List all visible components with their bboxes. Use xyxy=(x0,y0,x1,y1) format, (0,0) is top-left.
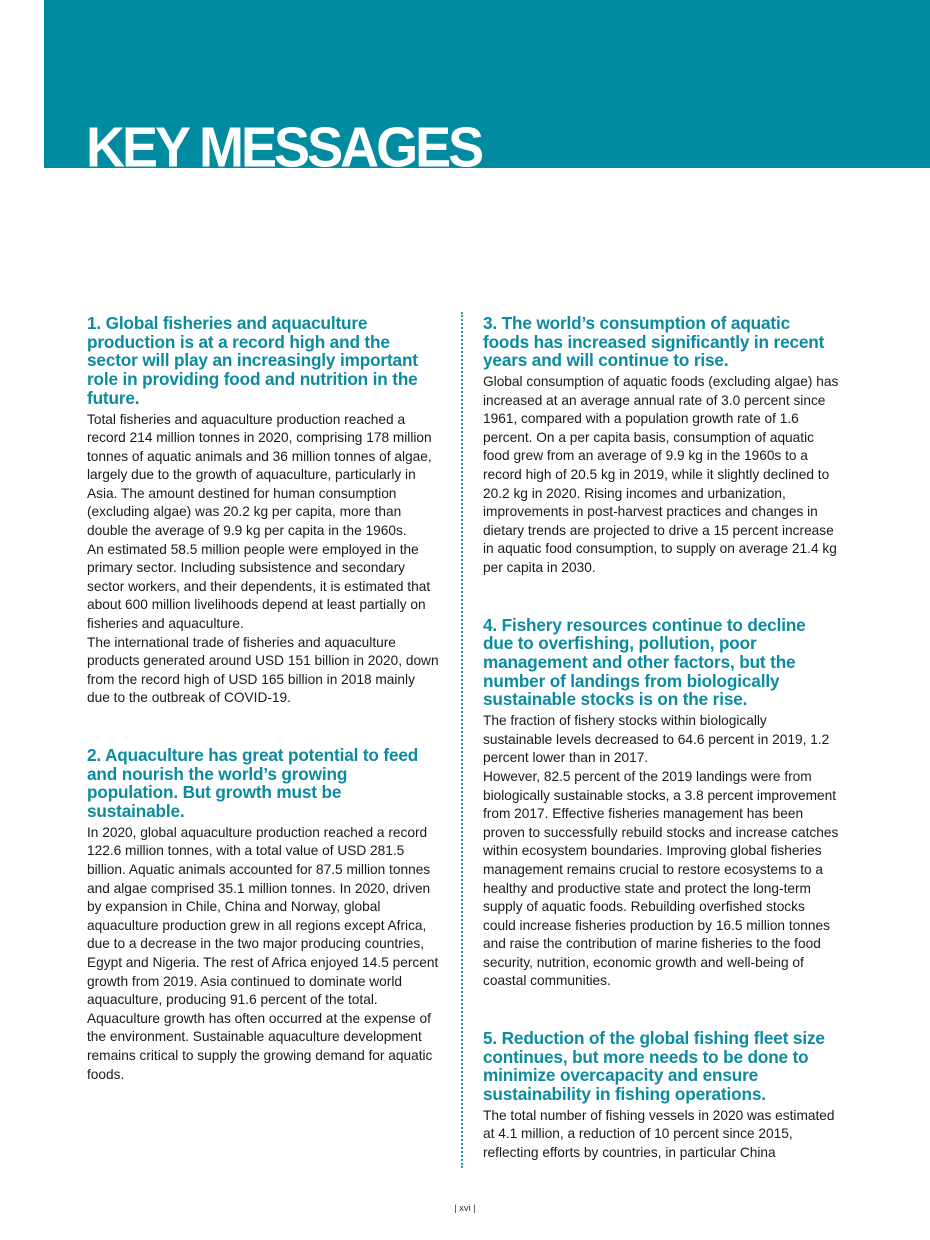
key-message-1 xyxy=(87,314,439,708)
header-banner xyxy=(44,0,930,180)
key-message-4 xyxy=(483,616,839,991)
key-message-heading: 5. Reduction of the global fishing fleet size continues, but more needs to be done to minimize overcapacity and ensure sustainability in fishing operations. xyxy=(483,1028,825,1105)
key-message-heading: 3. The world’s consumption of aquatic foods has increased significantly in recent years and will continue to rise. xyxy=(483,313,825,371)
key-message-body: The total number of fishing vessels in 2020 was estimated at 4.1 million, a reduction of 10 percent since 2015, reflecting efforts by countries, in particular China xyxy=(483,1107,835,1161)
key-message-body: Total fisheries and aquaculture production reached a record 214 million tonnes in 2020, comprising 178 million tonnes of aquatic animals and 36 million tonnes of algae, largely due to the growth of aquaculture, particularly in Asia. The amount destined for human consumption (excluding algae) was 20.2 kg per capita, more than double the average of 9.9 kg per capita in the 1960s. An estimated 58.5 million people were employed in the primary sector. Including subsistence and secondary sector workers, and their dependents, it is estimated that about 600 million livelihoods depend at least partially on fisheries and aquaculture. The international trade of fisheries and aquaculture products generated around USD 151 billion in 2020, down from the record high of USD 165 billion in 2018 mainly due to the outbreak of COVID-19. xyxy=(87,411,439,706)
column-divider xyxy=(461,312,463,1168)
key-message-body: The fraction of fishery stocks within biologically sustainable levels decreased to 64.6 percent in 2019, 1.2 percent lower than in 2017. However, 82.5 percent of the 2019 landings were from biologically sustainable stocks, a 3.8 percent improvement from 2017. Effective fisheries management has been proven to successfully rebuild stocks and increase catches within ecosystem boundaries. Improving global fisheries management remains crucial to restore ecosystems to a healthy and productive state and protect the long-term supply of aquatic foods. Rebuilding overfished stocks could increase fisheries production by 16.5 million tonnes and raise the contribution of marine fisheries to the food security, nutrition, economic growth and well-being of coastal communities. xyxy=(483,713,839,989)
page-number: | xvi | xyxy=(454,1203,476,1214)
page-title: KEY MESSAGES xyxy=(86,116,482,180)
key-message-heading: 4. Fishery resources continue to decline due to overfishing, pollution, poor management and other factors, but the number of landings from biologically sustainable stocks is on the rise. xyxy=(483,614,806,710)
key-message-heading: 2. Aquaculture has great potential to feed and nourish the world’s growing population. But growth must be sustainable. xyxy=(87,745,419,822)
key-message-body: In 2020, global aquaculture production reached a record 122.6 million tonnes, with a total value of USD 281.5 billion. Aquatic animals accounted for 87.5 million tonnes and algae comprised 35.1 million tonnes. In 2020, driven by expansion in Chile, China and Norway, global aquaculture production grew in all regions except Africa, due to a decrease in the two major producing countries, Egypt and Nigeria. The rest of Africa enjoyed 14.5 percent growth from 2019. Asia continued to dominate world aquaculture, producing 91.6 percent of the total. Aquaculture growth has often occurred at the expense of the environment. Sustainable aquaculture development remains critical to supply the growing demand for aquatic foods. xyxy=(87,824,439,1082)
key-message-3 xyxy=(483,314,839,578)
left-column xyxy=(87,314,439,1084)
right-column xyxy=(483,314,839,1163)
key-message-heading: 1. Global fisheries and aquaculture production is at a record high and the sector will play an increasingly important role in providing food and nutrition in the future. xyxy=(87,313,418,408)
key-message-body: Global consumption of aquatic foods (excluding algae) has increased at an average annual rate of 3.0 percent since 1961, compared with a population growth rate of 1.6 percent. On a per capita basis, consumption of aquatic food grew from an average of 9.9 kg in the 1960s to a record high of 20.5 kg in 2019, while it slightly declined to 20.2 kg in 2020. Rising incomes and urbanization, improvements in post-harvest practices and changes in dietary trends are projected to drive a 15 percent increase in aquatic food consumption, to supply on average 21.4 kg per capita in 2030. xyxy=(483,374,839,576)
key-message-2 xyxy=(87,746,439,1084)
key-message-5 xyxy=(483,1029,839,1163)
